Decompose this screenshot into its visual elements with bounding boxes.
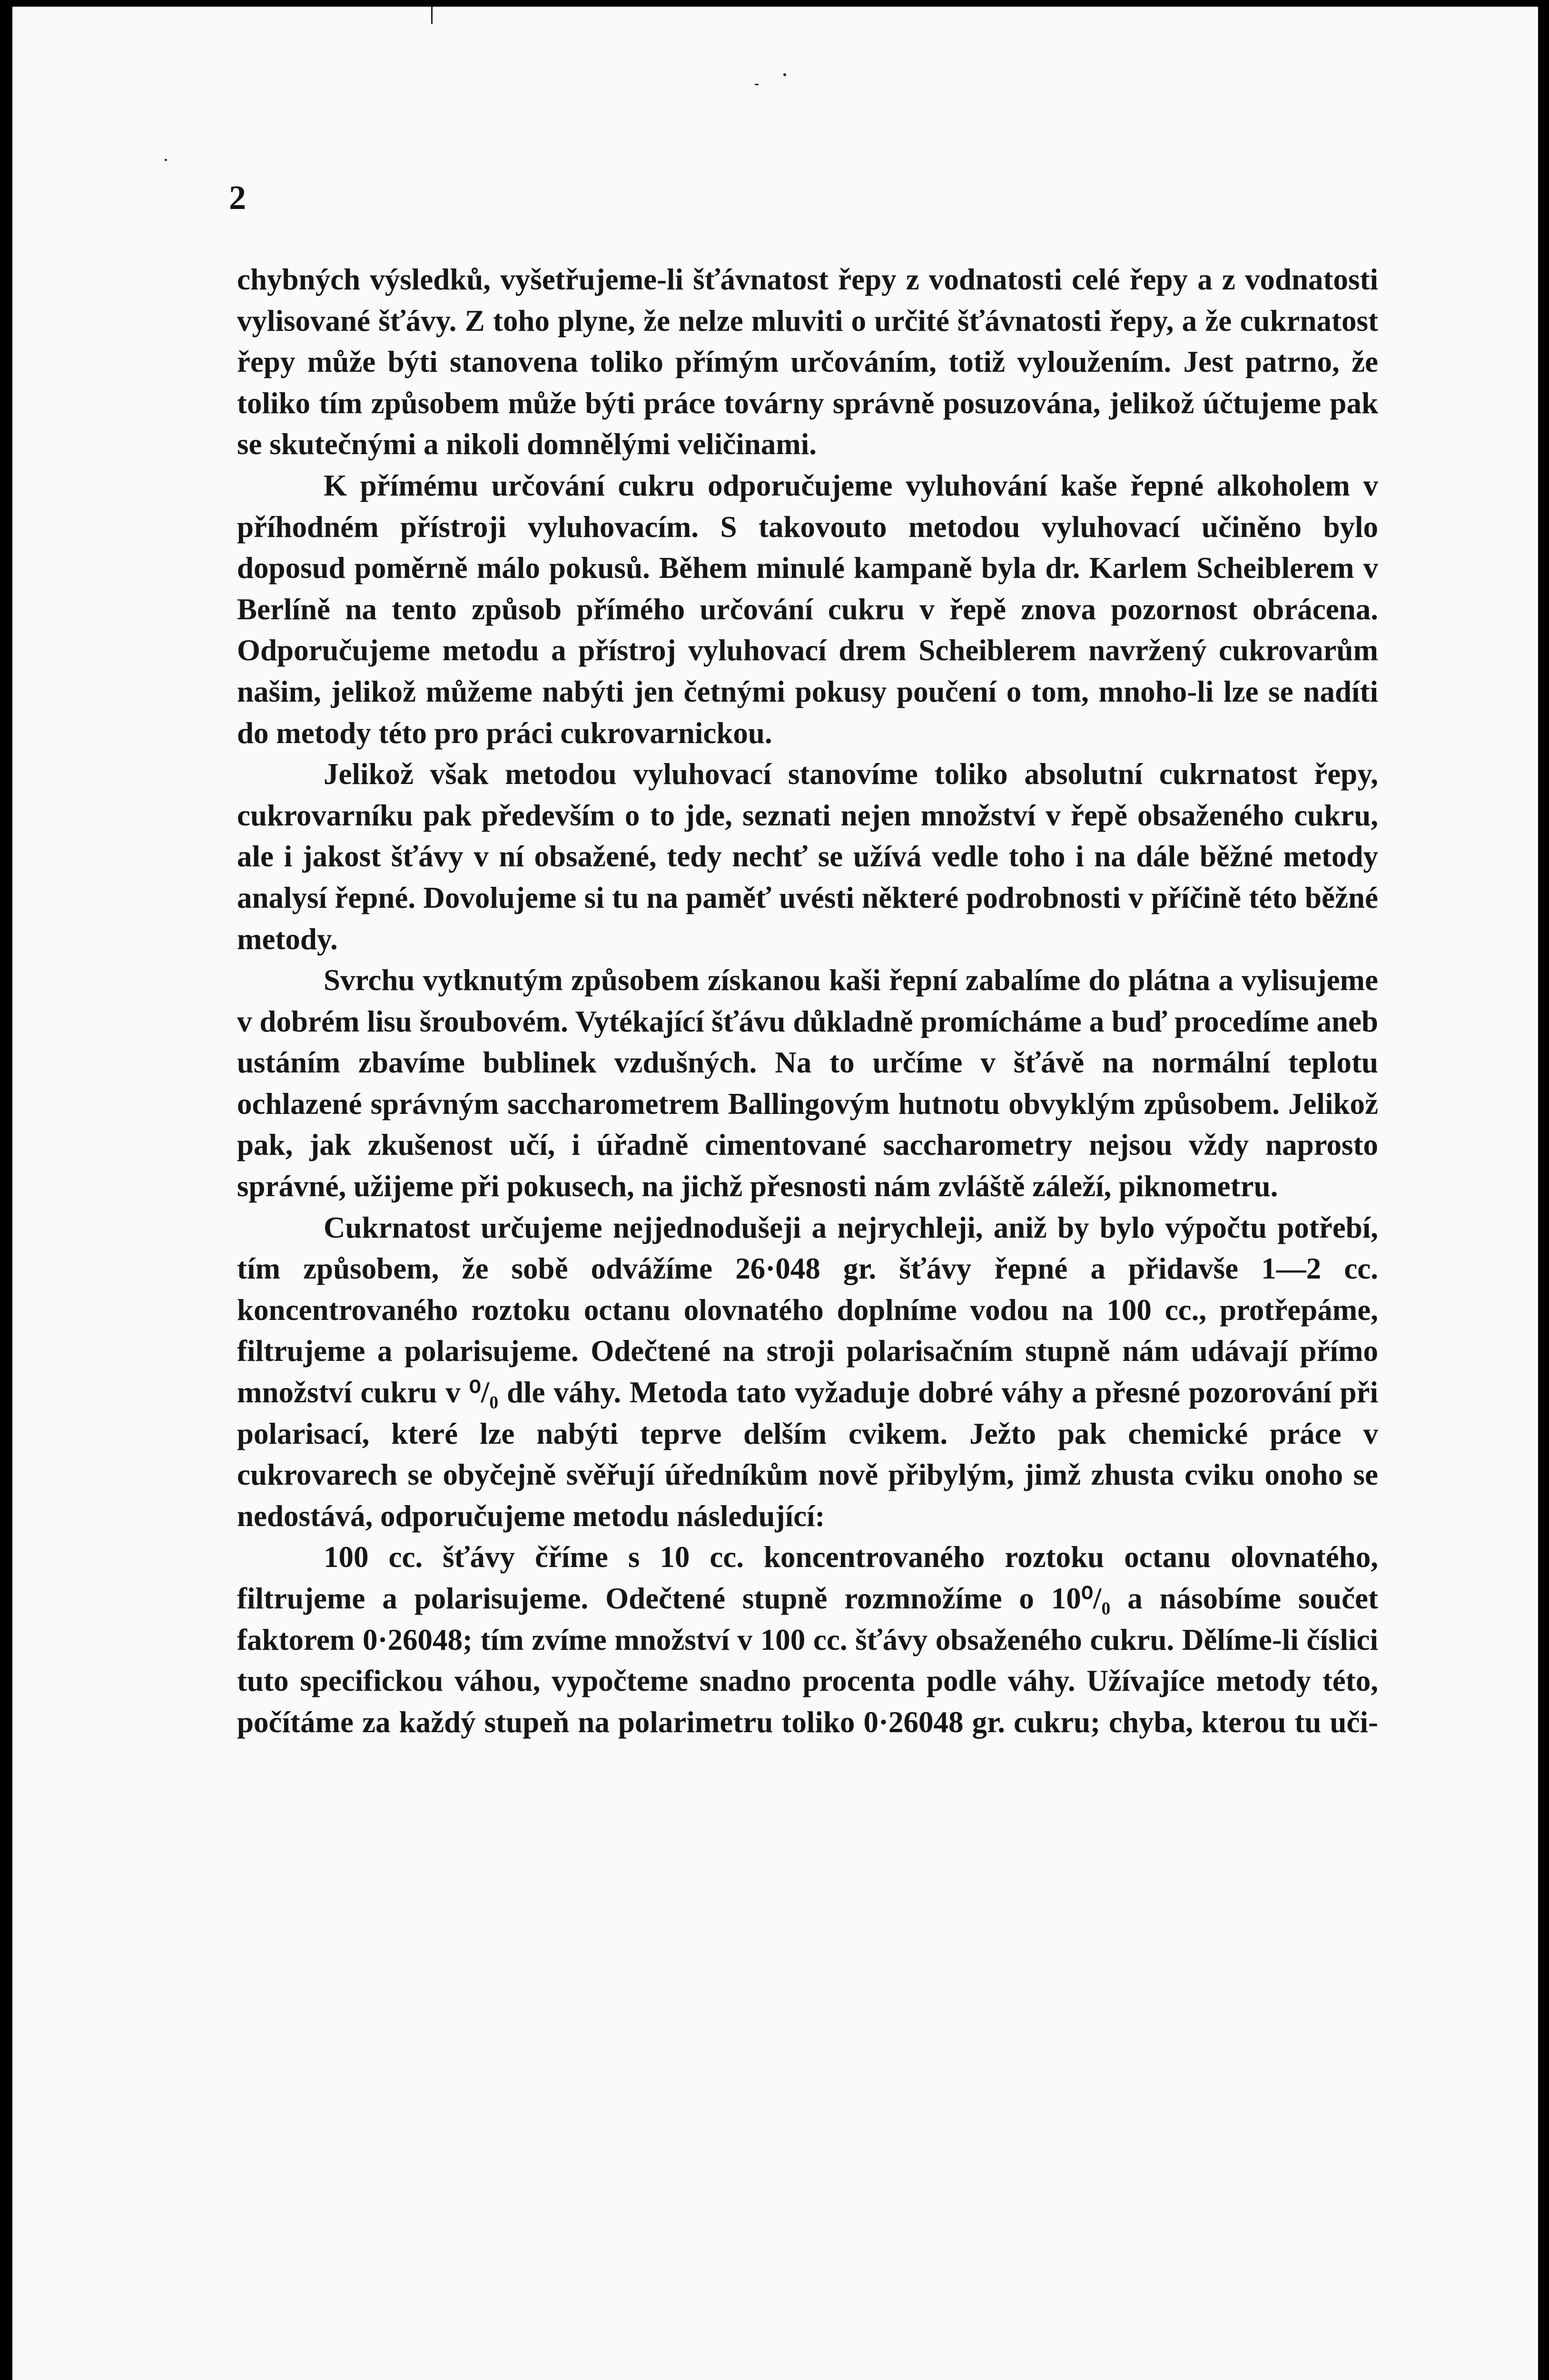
paragraph-6: 100 cc. šťávy čříme s 10 cc. koncentrovaného roztoku octanu olovnatého, filtrujeme a polarisujeme. Odečtené stupně rozmnožíme o 10⁰/₀ a násobíme součet faktorem 0·26048; tím zvíme množství v 100 cc. šťávy obsaženého cukru. Dělíme-li číslici tuto specifickou váhou, vypočteme snadno procenta podle váhy. Užívajíce metody této, počítáme za každý stupeň na polarimetru toliko 0·26048 gr. cukru; chyba, kterou tu uči- [237,1540,1378,1739]
page-number: 2 [229,178,246,217]
scan-speck [783,73,786,76]
scan-speck [165,159,167,161]
scan-line [431,7,433,24]
paragraph-1: chybných výsledků, vyšetřujeme-li šťávnatost řepy z vodnatosti celé řepy a z vodnatosti vylisované šťávy. Z toho plyne, že nelze mluviti o určité šťávnatosti řepy, a že cukrnatost řepy může býti stanovena toliko přímým určováním, totiž vyloužením. Jest patrno, že toliko tím způsobem může býti práce továrny správně posuzována, jelikož účtujeme pak se skutečnými a nikoli domnělými veličinami. [237,263,1378,461]
paragraph-5: Cukrnatost určujeme nejjednodušeji a nejrychleji, aniž by bylo výpočtu potřebí, tím způsobem, že sobě odvážíme 26·048 gr. šťávy řepné a přidavše 1—2 cc. koncentrovaného roztoku octanu olovnatého doplníme vodou na 100 cc., protřepáme, filtrujeme a polarisujeme. Odečtené na stroji polarisačním stupně nám udávají přímo množství cukru v ⁰/₀ dle váhy. Metoda tato vyžaduje dobré váhy a přesné pozorování při polarisací, které lze nabýti teprve delším cvikem. Ježto pak chemické práce v cukrovarech se obyčejně svěřují úředníkům nově přibylým, jimž zhusta cviku onoho se nedostává, odporučujeme metodu následující: [237,1210,1378,1533]
paragraph-4: Svrchu vytknutým způsobem získanou kaši řepní zabalíme do plátna a vylisujeme v dobrém lisu šroubovém. Vytékající šťávu důkladně promícháme a buď procedíme aneb ustáním zbavíme bublinek vzdušných. Na to určíme v šťávě na normální teplotu ochlazené správným saccharometrem Ballingovým hutnotu obvyklým způsobem. Jelikož pak, jak zkušenost učí, i úřadně cimentované saccharometry nejsou vždy naprosto správné, užijeme při pokusech, na jichž přesnosti nám zvláště záleží, piknometru. [237,963,1378,1203]
document-page [12,7,1538,2380]
scan-speck [755,84,759,85]
paragraph-2: K přímému určování cukru odporučujeme vyluhování kaše řepné alkoholem v příhodném přístroji vyluhovacím. S takovouto metodou vyluhovací učiněno bylo doposud poměrně málo pokusů. Během minulé kampaně byla dr. Karlem Scheiblerem v Berlíně na tento způsob přímého určování cukru v řepě znova pozornost obrácena. Odporučujeme metodu a přístroj vyluhovací drem Scheiblerem navržený cukrovarům našim, jelikož můžeme nabýti jen četnými pokusy poučení o tom, mnoho-li lze se nadíti do metody této pro práci cukrovarnickou. [237,468,1378,750]
paragraph-3: Jelikož však metodou vyluhovací stanovíme toliko absolutní cukrnatost řepy, cukrovarníku pak především o to jde, seznati nejen množství v řepě obsaženého cukru, ale i jakost šťávy v ní obsažené, tedy nechť se užívá vedle toho i na dále běžné metody analysí řepné. Dovolujeme si tu na paměť uvésti některé podrobnosti v příčině této běžné metody. [237,757,1378,956]
body-text [237,259,1378,1743]
